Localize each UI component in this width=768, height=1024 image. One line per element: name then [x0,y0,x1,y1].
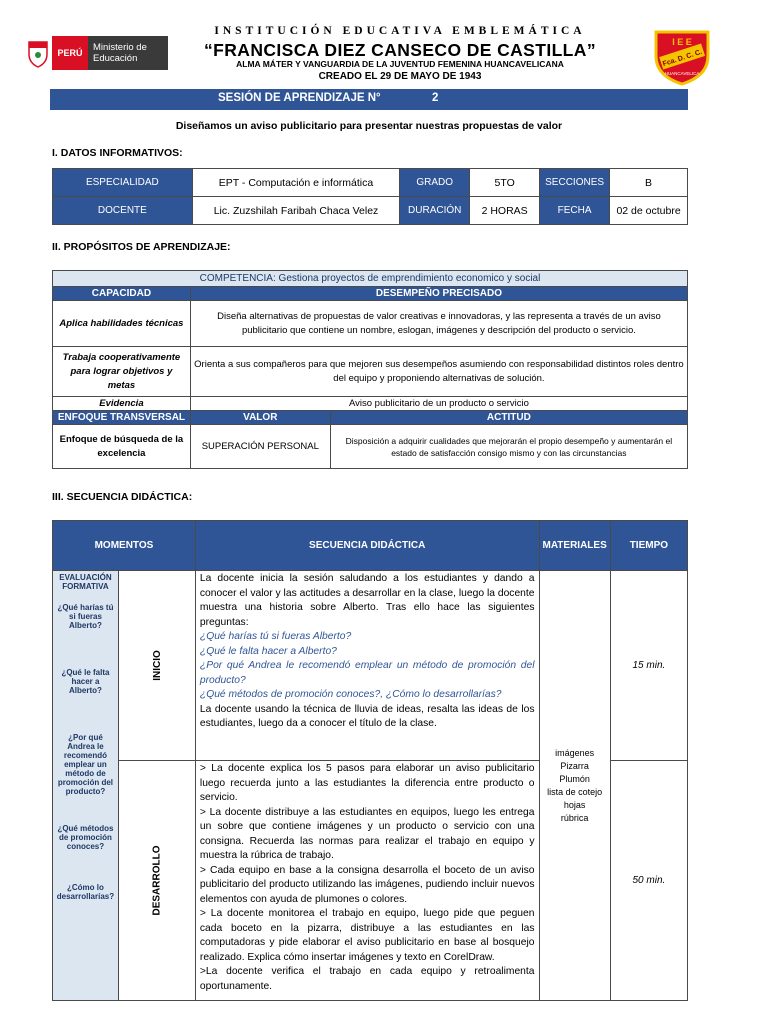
desarrollo-step: > La docente distribuye a las estudiantes en equipos, luego les entrega un sobre que contiene imágenes y un producto o servicio con una consigna. Recuerda las normas para realizar el trabajo en equipo y muestra la rúbrica de trabajo. [199,806,535,861]
docente-label: DOCENTE [53,197,193,225]
institution-founded: CREADO EL 29 DE MAYO DE 1943 [318,71,482,82]
peru-coat-of-arms-icon [24,36,52,70]
institution-name: “FRANCISCA DIEZ CANSECO DE CASTILLA” [204,40,596,60]
section-propositos-heading: II. PROPÓSITOS DE APRENDIZAJE: [52,241,231,253]
secuencia-header: SECUENCIA DIDÁCTICA [195,521,539,571]
material-item: lista de cotejo [547,786,603,797]
table-row [53,197,688,225]
duracion-value: 2 HORAS [470,197,540,225]
institution-type: INSTITUCIÓN EDUCATIVA EMBLEMÁTICA [214,25,586,37]
section-datos-heading: I. DATOS INFORMATIVOS: [52,147,183,159]
session-title: SESIÓN DE APRENDIZAJE N° [218,92,381,104]
docente-value: Lic. Zuzshilah Faribah Chaca Velez [192,197,399,225]
actitud-value: Disposición a adquirir cualidades que mejorarán el propio desempeño y aumentarán el estado de satisfacción consigo mismo y con las circunstancias [330,425,687,469]
table-row [53,271,688,287]
material-item: Plumón [559,773,590,784]
desarrollo-content [195,761,539,1001]
table-row [53,397,688,411]
valor-header: VALOR [190,411,330,425]
inicio-question: ¿Por qué Andrea le recomendó emplear un método de promoción del producto? [199,660,535,686]
valor-value: SUPERACIÓN PERSONAL [190,425,330,469]
capacidad-1: Aplica habilidades técnicas [53,301,191,347]
desarrollo-time: 50 min. [610,761,687,1001]
especialidad-value: EPT - Computación e informática [192,169,399,197]
crest-bottom-text: HUANCAVELICA [664,71,700,76]
school-crest-icon [650,26,714,86]
duracion-label: DURACIÓN [400,197,470,225]
session-number: 2 [432,92,439,104]
propositos-table [52,270,688,469]
inicio-question: ¿Qué harías tú si fueras Alberto? [199,631,352,642]
crest-top-text: I E E [672,37,692,47]
table-row [53,411,688,425]
enfoque-header: ENFOQUE TRANSVERSAL [53,411,191,425]
desarrollo-step: > La docente explica los 5 pasos para elaborar un aviso publicitario luego recuerda junto a las estudiantes la diferencia entre producto o servicio. [199,763,535,803]
desarrollo-label: DESARROLLO [151,845,163,916]
table-row [53,287,688,301]
material-item: hojas [563,799,586,810]
grado-label: GRADO [400,169,470,197]
evaluacion-q4: ¿Qué métodos de promoción conoces? [57,824,114,851]
datos-informativos-table [52,168,688,225]
material-item: imágenes [555,747,595,758]
evaluacion-q2: ¿Qué le falta hacer a Alberto? [61,668,110,695]
table-row [53,425,688,469]
fecha-value: 02 de octubre [610,197,688,225]
inicio-question: ¿Qué le falta hacer a Alberto? [199,645,337,657]
desempeno-1: Diseña alternativas de propuestas de valor creativas e innovadoras, y las representa a través de un aviso publicitario que contiene un nombre, eslogan, imágenes y descripción del producto o servicio. [190,301,687,347]
tiempo-header: TIEMPO [610,521,687,571]
peru-label: PERÚ [52,36,88,70]
table-row [53,169,688,197]
peru-ministry-logo [24,36,168,70]
material-item: rúbrica [560,812,589,823]
evidencia-value: Aviso publicitario de un producto o servicio [190,397,687,411]
desarrollo-step: > Cada equipo en base a la consigna desarrolla el boceto de un aviso publicitario del producto utilizando las imágenes, pudiendo incluir nuevos elementos con ayuda de plumones o colores. [199,864,535,905]
capacidad-2: Trabaja cooperativamente para lograr objetivos y metas [53,347,191,397]
secuencia-table [52,520,688,1001]
material-item: Pizarra [560,760,589,771]
secciones-label: SECCIONES [540,169,610,197]
desarrollo-step: > La docente monitorea el trabajo en equipo, luego pide que peguen cada boceto en la pizarra, distribuye a las estudiantes en las computadoras y pide elaborar el aviso publicitario en base al bosquejo realizado. Explica cómo insertar imágenes y texto en CorelDraw. [199,908,535,963]
especialidad-label: ESPECIALIDAD [53,169,193,197]
ministry-label: Ministerio de Educación [88,36,168,70]
table-row [53,571,688,761]
evidencia-label: Evidencia [53,397,191,411]
desarrollo-step: >La docente verifica el trabajo en cada equipo y retroalimenta oportunamente. [199,966,535,992]
inicio-intro: La docente inicia la sesión saludando a los estudiantes y dando a conocer el valor y las actitudes a desarrollar en la clase, luego la docente muestra una historia sobre Alberto. Tras ello hace las siguientes preguntas: [199,573,535,628]
evaluacion-formativa [53,571,119,1001]
crest-mid-text: Fca. D. C. C. [661,48,703,69]
table-row [53,301,688,347]
session-bar [50,89,688,110]
inicio-label: INICIO [151,650,163,681]
table-row [53,521,688,571]
evaluacion-q3: ¿Por qué Andrea le recomendó emplear un método de promoción del producto? [57,733,114,796]
materiales-header: MATERIALES [539,521,610,571]
session-subtitle: Diseñamos un aviso publicitario para presentar nuestras propuestas de valor [175,120,563,132]
inicio-time: 15 min. [610,571,687,761]
materiales-cell [539,571,610,1001]
fecha-label: FECHA [540,197,610,225]
section-secuencia-heading: III. SECUENCIA DIDÁCTICA: [52,491,193,503]
capacidad-header: CAPACIDAD [53,287,191,301]
evaluacion-q1: ¿Qué harías tú si fueras Alberto? [57,603,114,630]
inicio-moment [118,571,195,761]
momentos-header: MOMENTOS [53,521,196,571]
inicio-content [195,571,539,761]
institution-motto: ALMA MÁTER Y VANGUARDIA DE LA JUVENTUD FEMENINA HUANCAVELICANA [236,59,564,69]
actitud-header: ACTITUD [330,411,687,425]
inicio-question: ¿Qué métodos de promoción conoces?, ¿Cómo lo desarrollarías? [199,689,502,700]
grado-value: 5TO [470,169,540,197]
table-row [53,347,688,397]
enfoque-value: Enfoque de búsqueda de la excelencia [53,425,191,469]
desempeno-header: DESEMPEÑO PRECISADO [190,287,687,301]
evaluacion-title: EVALUACIÓN FORMATIVA [59,573,112,591]
evaluacion-q5: ¿Cómo lo desarrollarías? [56,883,115,901]
desempeno-2: Orienta a sus compañeros para que mejoren sus desempeños asumiendo con responsabilidad distintos roles dentro del equipo y proponiendo alternativas de solución. [190,347,687,397]
inicio-close: La docente usando la técnica de lluvia de ideas, resalta las ideas de los estudiantes, luego da a conocer el título de la clase. [199,703,535,729]
secciones-value: B [610,169,688,197]
competencia-row: COMPETENCIA: Gestiona proyectos de emprendimiento economico y social [53,271,688,287]
desarrollo-moment [118,761,195,1001]
